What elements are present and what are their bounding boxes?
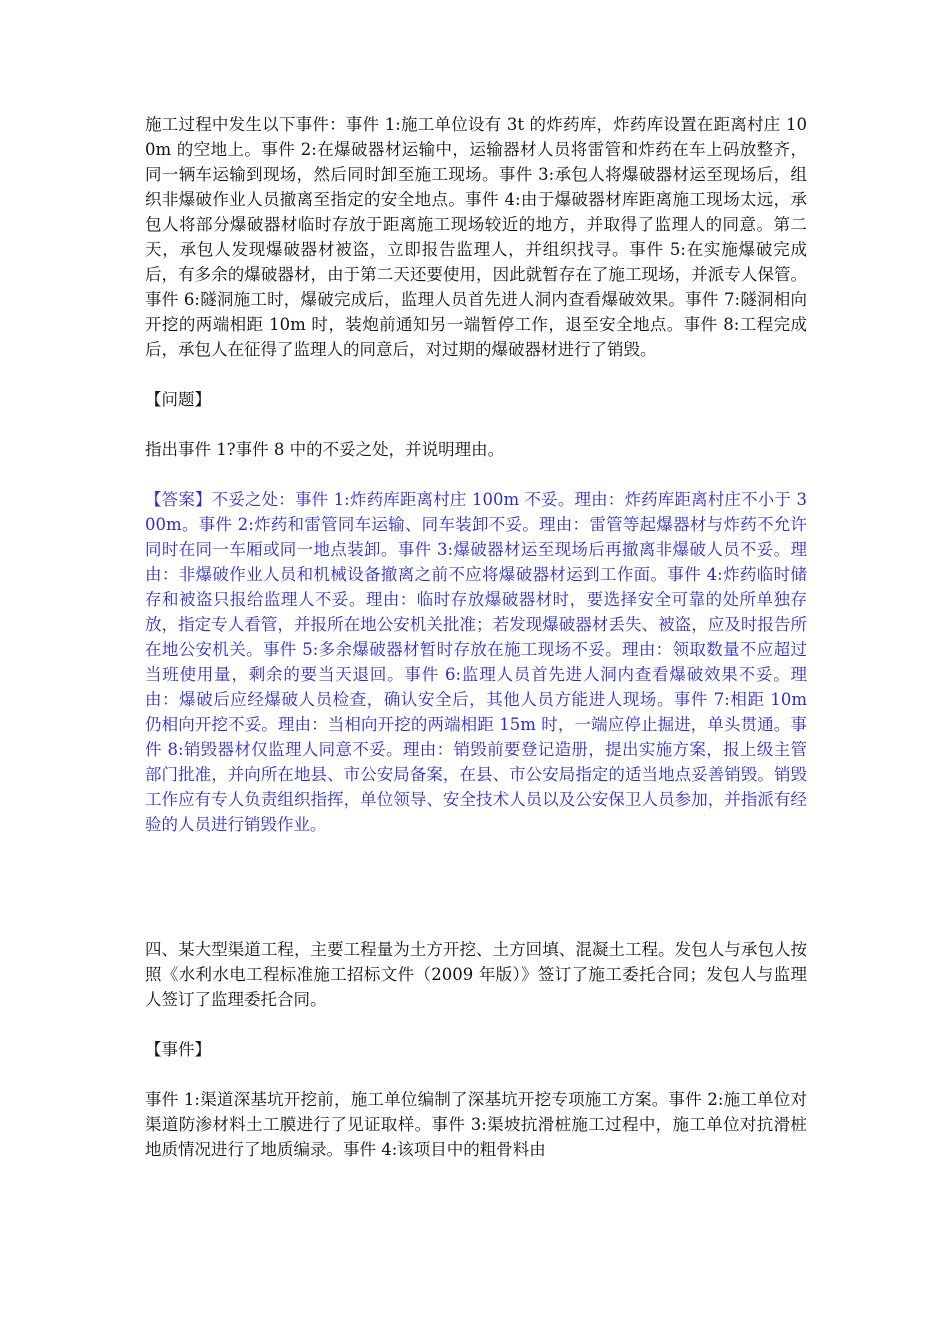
events-paragraph: 事件 1:渠道深基坑开挖前，施工单位编制了深基坑开挖专项施工方案。事件 2:施工单位对渠道防渗材料土工膜进行了见证取样。事件 3:渠坡抗滑桩施工过程中，施工单位对抗滑桩地质情况进行了地质编录。事件 4:该项目中的粗骨料由 [145,1090,807,1159]
document-page [145,112,807,1162]
spacer [145,462,807,487]
spacer [145,412,807,437]
spacer [145,837,807,937]
answer-paragraph: 【答案】不妥之处：事件 1:炸药库距离村庄 100m 不妥。理由：炸药库距离村庄不小于 300m。事件 2:炸药和雷管同车运输、同车装卸不妥。理由：雷管等起爆器材与炸药不允许同时在同一车厢或同一地点装卸。事件 3:爆破器材运至现场后再撤离非爆破人员不妥。理由：非爆破作业人员和机械设备撤离之前不应将爆破器材运到工作面。事件 4:炸药临时储存和被盗只报给监理人不妥。理由：临时存放爆破器材时，要选择安全可靠的处所单独存放，指定专人看管，并报所在地公安机关批准；若发现爆破器材丢失、被盗，应及时报告所在地公安机关。事件 5:多余爆破器材暂时存放在施工现场不妥。理由：领取数量不应超过当班使用量，剩余的要当天退回。事件 6:监理人员首先进人洞内查看爆破效果不妥。理由：爆破后应经爆破人员检查，确认安全后，其他人员方能进人现场。事件 7:相距 10m 仍相向开挖不妥。理由：当相向开挖的两端相距 15m 时，一端应停止掘进，单头贯通。事件 8:销毁器材仅监理人同意不妥。理由：销毁前要登记造册，提出实施方案，报上级主管部门批准，并向所在地县、市公安局备案，在县、市公安局指定的适当地点妥善销毁。销毁工作应有专人负责组织指挥，单位领导、安全技术人员以及公安保卫人员参加，并指派有经验的人员进行销毁作业。 [145,490,807,834]
spacer [145,362,807,387]
section-four-intro: 四、某大型渠道工程，主要工程量为土方开挖、土方回填、混凝土工程。发包人与承包人按照《水利水电工程标准施工招标文件（2009 年版）》签订了施工委托合同；发包人与监理人签订了监理委托合同。 [145,940,807,1009]
question-text: 指出事件 1?事件 8 中的不妥之处，并说明理由。 [145,440,505,459]
spacer [145,1062,807,1087]
incident-paragraph: 施工过程中发生以下事件：事件 1:施工单位设有 3t 的炸药库，炸药库设置在距离村庄 100m 的空地上。事件 2:在爆破器材运输中，运输器材人员将雷管和炸药在车上码放整齐，同一辆车运输到现场，然后同时卸至施工现场。事件 3:承包人将爆破器材运至现场后，组织非爆破作业人员撤离至指定的安全地点。事件 4:由于爆破器材库距离施工现场太远，承包人将部分爆破器材临时存放于距离施工现场较近的地方，并取得了监理人的同意。第二天，承包人发现爆破器材被盗，立即报告监理人，并组织找寻。事件 5:在实施爆破完成后，有多余的爆破器材，由于第二天还要使用，因此就暂存在了施工现场，并派专人保管。事件 6:隧洞施工时，爆破完成后，监理人员首先进人洞内查看爆破效果。事件 7:隧洞相向开挖的两端相距 10m 时，装炮前通知另一端暂停工作，退至安全地点。事件 8:工程完成后，承包人在征得了监理人的同意后，对过期的爆破器材进行了销毁。 [145,115,807,359]
spacer [145,1012,807,1037]
question-heading: 【问题】 [145,390,211,409]
events-heading: 【事件】 [145,1040,211,1059]
